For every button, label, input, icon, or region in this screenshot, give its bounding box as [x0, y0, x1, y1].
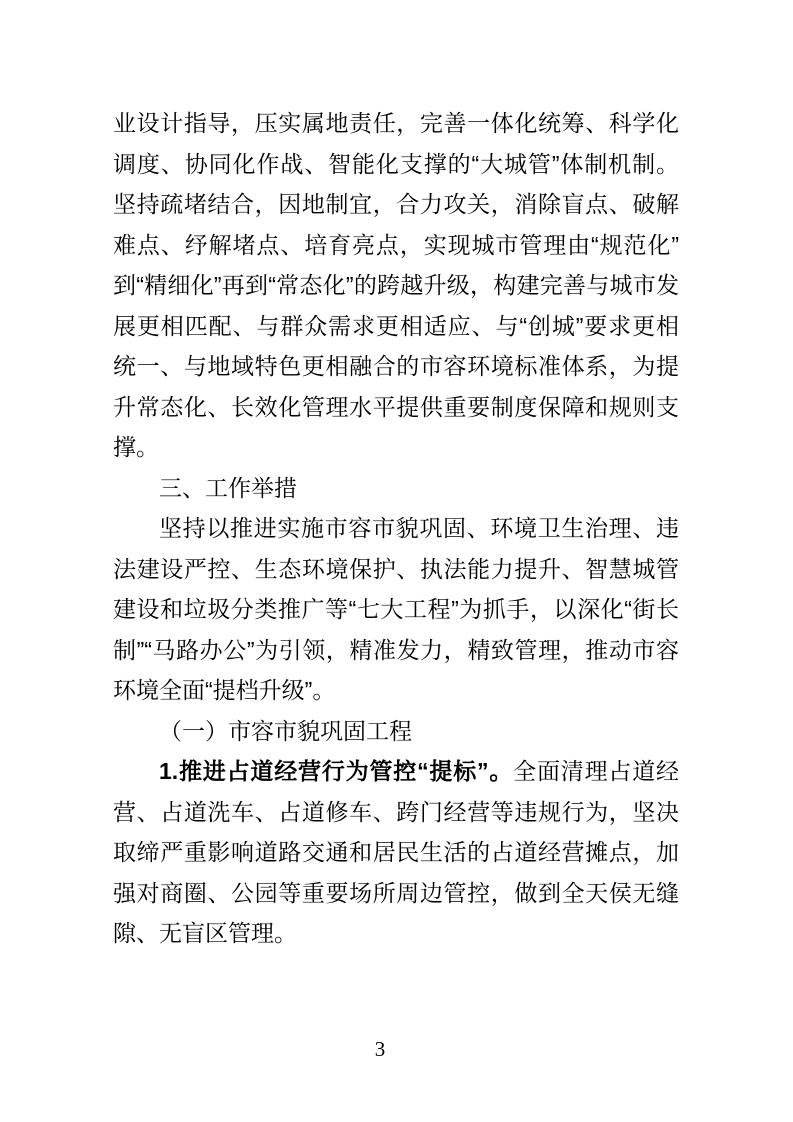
page-number: 3 — [374, 1037, 386, 1061]
paragraph-continuation: 业设计指导，压实属地责任，完善一体化统筹、科学化调度、协同化作战、智能化支撑的“大城管”体制机制。坚持疏堵结合，因地制宜，合力攻关，消除盲点、破解难点、纾解堵点、培育亮点，实现城市管理由“规范化”到“精细化”再到“常态化”的跨越升级，构建完善与城市发展更相匹配、与群众需求更相适应、与“创城”要求更相统一、与地域特色更相融合的市容环境标准体系，为提升常态化、长效化管理水平提供重要制度保障和规则支撑。 — [113, 110, 679, 460]
section-heading: 三、工作举措 — [159, 474, 297, 501]
paragraph-measures: 坚持以推进实施市容市貌巩固、环境卫生治理、违法建设严控、生态环境保护、执法能力提升、智慧城管建设和垃圾分类推广等“七大工程”为抓手，以深化“街长制”“马路办公”为引领，精准发力，精致管理，推动市容环境全面“提档升级”。 — [113, 515, 679, 703]
paragraph-item1-body: 全面清理占道经营、占道洗车、占道修车、跨门经营等违规行为，坚决取缔严重影响道路交通和居民生活的占道经营摊点，加强对商圈、公园等重要场所周边管控，做到全天侯无缝隙、无盲区管理。 — [113, 758, 679, 946]
page-footer — [0, 1036, 760, 1062]
paragraph-item1-lead: 1.推进占道经营行为管控“提标”。 — [159, 758, 514, 784]
subsection-heading: （一）市容市貌巩固工程 — [159, 717, 412, 744]
paragraph-item1 — [113, 751, 679, 954]
document-body — [113, 103, 679, 954]
